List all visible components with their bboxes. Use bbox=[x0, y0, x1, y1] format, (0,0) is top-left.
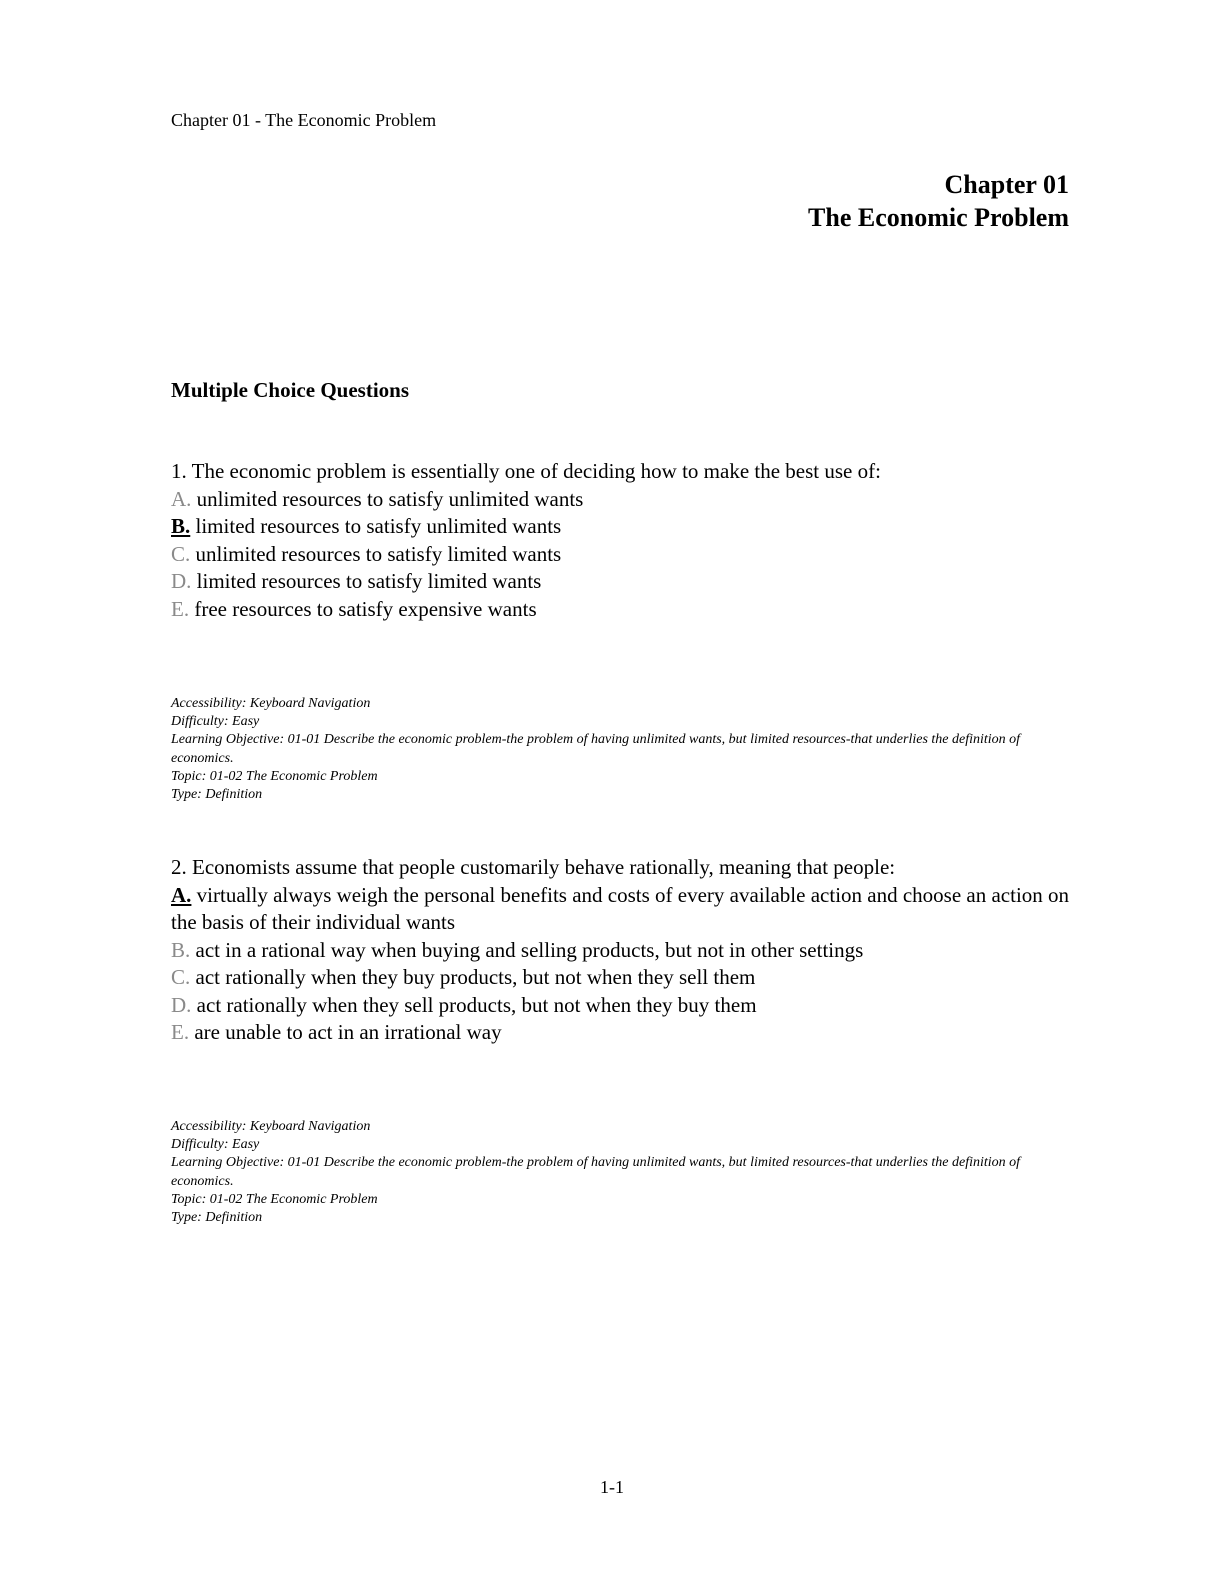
difficulty-tag: Difficulty: Easy bbox=[171, 1137, 260, 1153]
question-1-metadata bbox=[171, 695, 1071, 804]
option-b-correct bbox=[171, 513, 1076, 541]
question-stem: 1. The economic problem is essentially one of deciding how to make the best use of: bbox=[171, 459, 881, 483]
option-letter: D. bbox=[171, 992, 192, 1017]
question-stem: 2. Economists assume that people customarily behave rationally, meaning that people: bbox=[171, 855, 896, 879]
correct-answer-letter: A. bbox=[171, 882, 192, 907]
option-text: unlimited resources to satisfy unlimited wants bbox=[191, 486, 584, 511]
option-c bbox=[171, 541, 1076, 569]
option-e bbox=[171, 596, 1076, 624]
option-text: act rationally when they buy products, but not when they sell them bbox=[190, 965, 756, 989]
option-text: virtually always weigh the personal benefits and costs of every available action and choose an action on the basis of their individual wants bbox=[171, 882, 1070, 934]
section-heading: Multiple Choice Questions bbox=[171, 378, 410, 402]
option-d bbox=[171, 568, 1076, 596]
option-b bbox=[171, 937, 1076, 965]
type-tag: Type: Definition bbox=[171, 787, 263, 803]
chapter-name: The Economic Problem bbox=[808, 203, 1069, 232]
option-text: are unable to act in an irrational way bbox=[189, 1020, 502, 1044]
option-text: unlimited resources to satisfy limited wants bbox=[190, 541, 562, 566]
option-text: act rationally when they sell products, but not when they buy them bbox=[191, 992, 757, 1017]
page-number: 1-1 bbox=[600, 1477, 624, 1497]
option-text: free resources to satisfy expensive wants bbox=[189, 596, 537, 621]
accessibility-tag: Accessibility: Keyboard Navigation bbox=[171, 696, 371, 711]
learning-objective-tag: Learning Objective: 01-01 Describe the economic problem-the problem of having unlimited wants, but limited resources-that underlies the definition of economics. bbox=[171, 732, 1021, 766]
type-tag: Type: Definition bbox=[171, 1210, 263, 1226]
question-1 bbox=[171, 458, 1076, 623]
correct-answer-letter: B. bbox=[171, 514, 191, 538]
option-d bbox=[171, 992, 1076, 1020]
question-2-metadata bbox=[171, 1118, 1071, 1227]
option-letter: E. bbox=[171, 596, 190, 621]
option-letter: E. bbox=[171, 1020, 190, 1044]
difficulty-tag: Difficulty: Easy bbox=[171, 714, 260, 730]
option-letter: B. bbox=[171, 937, 191, 962]
option-a bbox=[171, 486, 1076, 514]
accessibility-tag: Accessibility: Keyboard Navigation bbox=[171, 1119, 371, 1134]
option-text: limited resources to satisfy unlimited wants bbox=[190, 514, 562, 538]
option-letter: A. bbox=[171, 486, 192, 511]
option-e bbox=[171, 1019, 1076, 1047]
option-letter: D. bbox=[171, 569, 192, 593]
option-letter: C. bbox=[171, 541, 191, 566]
option-a-correct bbox=[171, 882, 1076, 937]
option-c bbox=[171, 964, 1076, 992]
option-letter: C. bbox=[171, 965, 191, 989]
chapter-title bbox=[808, 168, 1069, 234]
topic-tag: Topic: 01-02 The Economic Problem bbox=[171, 768, 378, 784]
learning-objective-tag: Learning Objective: 01-01 Describe the economic problem-the problem of having unlimited wants, but limited resources-that underlies the definition of economics. bbox=[171, 1155, 1021, 1189]
option-text: act in a rational way when buying and selling products, but not in other settings bbox=[190, 937, 864, 962]
chapter-number: Chapter 01 bbox=[944, 170, 1069, 199]
option-text: limited resources to satisfy limited wants bbox=[191, 569, 542, 593]
running-header: Chapter 01 - The Economic Problem bbox=[171, 110, 437, 130]
question-2 bbox=[171, 854, 1076, 1047]
topic-tag: Topic: 01-02 The Economic Problem bbox=[171, 1191, 378, 1207]
